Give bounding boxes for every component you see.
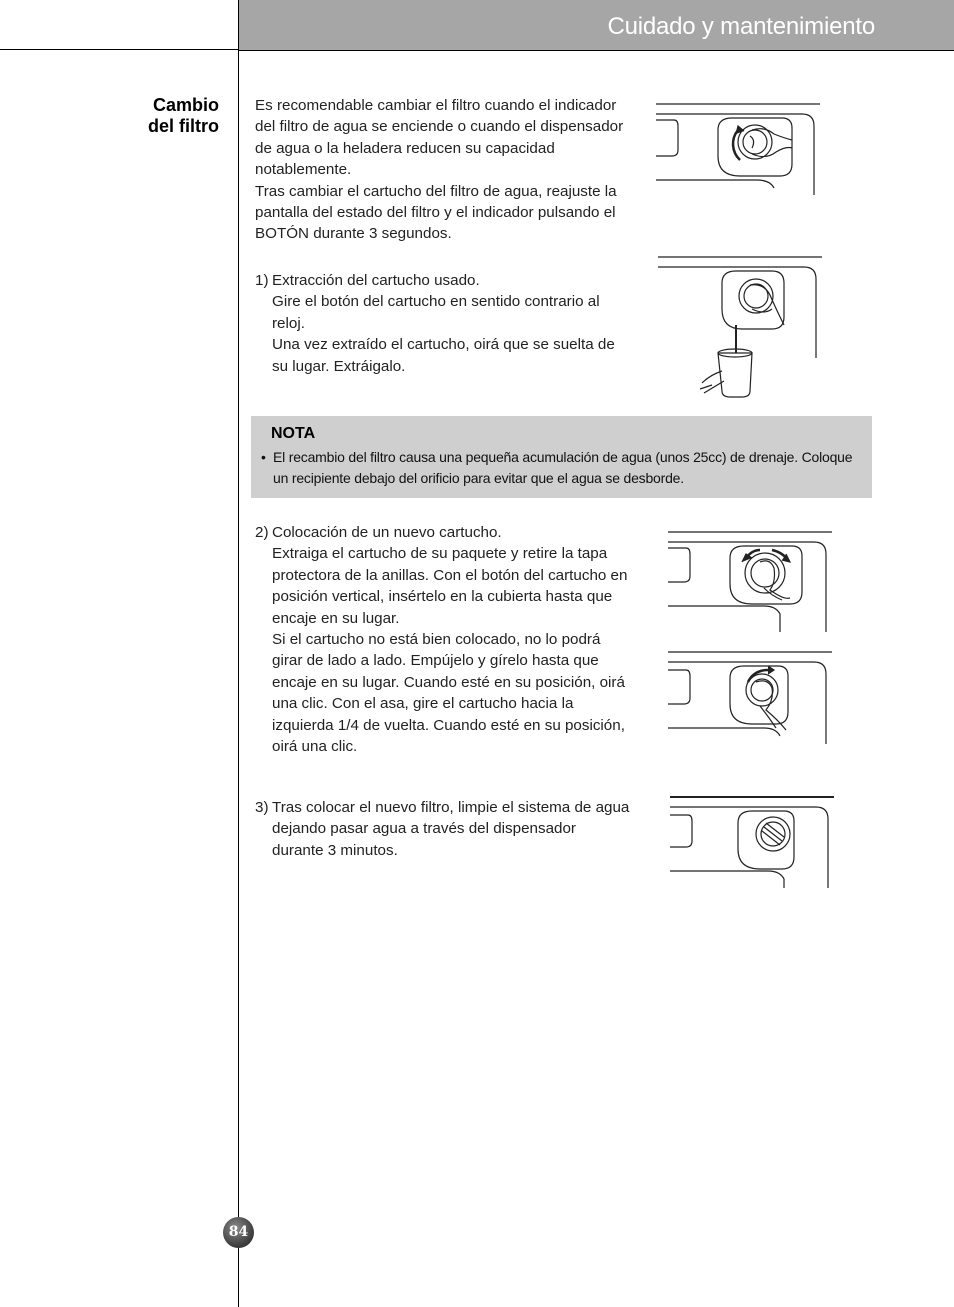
- note-box: [251, 416, 872, 498]
- step-number: 3): [255, 799, 269, 816]
- intro-paragraph-1: Es recomendable cambiar el filtro cuando el indicador del filtro de agua se enciende o cuando el dispensador de agua o la heladera reducen su capacidad notablemente.: [255, 97, 624, 179]
- filter-turn-counterclockwise-illustration: [652, 100, 822, 200]
- intro-paragraph-2: Tras cambiar el cartucho del filtro de agua, reajuste la pantalla del estado del filtro y el indicador pulsando el BOTÓN durante 3 segundos.: [255, 182, 617, 243]
- margin-vertical-rule: [238, 0, 239, 1307]
- step-3: [255, 797, 630, 861]
- step-number: 2): [255, 524, 269, 541]
- step-line: Gire el botón del cartucho en sentido contrario al reloj.: [272, 293, 600, 332]
- note-title: NOTA: [271, 425, 316, 442]
- intro-text: [255, 95, 635, 245]
- page-number-badge: [223, 1217, 254, 1248]
- step-line: Extraiga el cartucho de su paquete y retire la tapa protectora de la anillas. Con el botón del cartucho en posición vertical, insértelo en la cubierta hasta que encaje en su lugar.: [272, 545, 628, 627]
- section-title-line1: Cambio: [152, 95, 219, 115]
- step-title: Extracción del cartucho usado.: [272, 272, 480, 289]
- section-title: [148, 95, 219, 137]
- filter-rotate-quarter-illustration: [664, 648, 836, 748]
- step-title: Colocación de un nuevo cartucho.: [272, 524, 502, 541]
- section-title-line2: del filtro: [148, 116, 219, 136]
- note-body: El recambio del filtro causa una pequeña acumulación de agua (unos 25cc) de drenaje. Coloque un recipiente debajo del orificio para evitar que el agua se desborde.: [273, 449, 853, 486]
- step-number: 1): [255, 272, 269, 289]
- step-1: [255, 270, 630, 377]
- step-2: [255, 522, 630, 757]
- note-text: [261, 447, 861, 489]
- filter-insert-illustration: [664, 528, 836, 636]
- filter-installed-illustration: [668, 793, 838, 891]
- filter-removal-with-cup-illustration: [652, 253, 824, 403]
- step-line: Si el cartucho no está bien colocado, no lo podrá girar de lado a lado. Empújelo y gírelo hasta que encaje en su lugar. Cuando esté en su posición, oirá una clic. Con el asa, gire el cartucho hacia la izquierda 1/4 de vuelta. Cuando esté en su posición, oirá una clic.: [272, 631, 625, 756]
- note-bullet: •: [261, 449, 266, 465]
- step-title: Tras colocar el nuevo filtro, limpie el sistema de agua dejando pasar agua a través del dispensador durante 3 minutos.: [272, 799, 630, 859]
- step-line: Una vez extraído el cartucho, oirá que se suelta de su lugar. Extráigalo.: [272, 336, 615, 375]
- header-left-rule: [0, 49, 238, 50]
- page-number: 84: [228, 1224, 249, 1240]
- header-title: Cuidado y mantenimiento: [607, 13, 875, 40]
- page-header: [239, 0, 954, 51]
